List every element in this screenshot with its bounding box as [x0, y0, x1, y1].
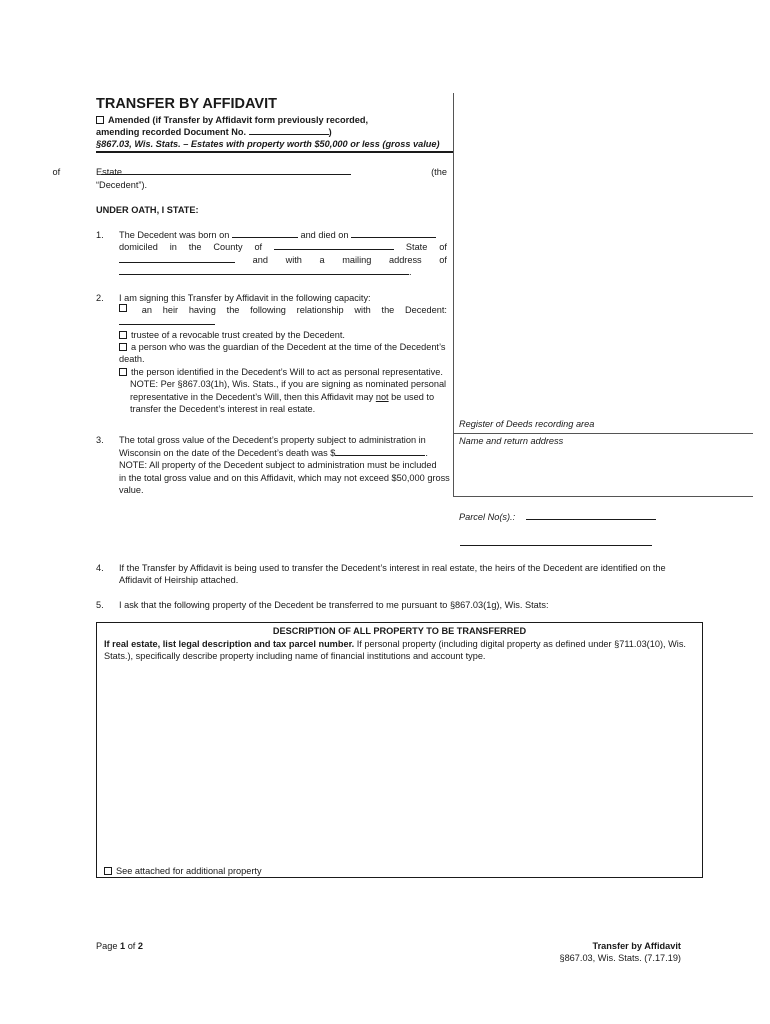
- will-note-3: transfer the Decedent’s interest in real estate.: [130, 404, 316, 414]
- item-3-note-3: value.: [119, 485, 144, 495]
- item-3-line-1: The total gross value of the Decedent’s property subject to administration in: [119, 435, 426, 445]
- item-4-number: 4.: [96, 563, 104, 573]
- return-address-bottom-rule: [453, 496, 753, 497]
- gross-value-field[interactable]: [335, 447, 425, 456]
- item-3-line-2: Wisconsin on the date of the Decedent’s death was $ .: [119, 448, 428, 458]
- see-attached-option: See attached for additional property: [104, 865, 262, 878]
- statute-subtitle: §867.03, Wis. Stats. – Estates with property worth $50,000 or less (gross value): [96, 139, 440, 149]
- heir-relationship-field-row: [119, 316, 215, 329]
- trustee-option: trustee of a revocable trust created by the Decedent.: [119, 329, 345, 342]
- property-description-field[interactable]: [103, 669, 695, 859]
- item-1-line-3: and with a mailing address of: [119, 254, 447, 267]
- item-3-note-2: in the total gross value and on this Affidavit, which may not exceed $50,000 gross: [119, 473, 450, 483]
- recording-area-divider: [453, 433, 753, 434]
- return-address-label: Name and return address: [459, 436, 564, 446]
- will-note-2: representative in the Decedent’s Will, then this Affidavit may not be used to: [130, 392, 435, 402]
- amended-document-line: amending recorded Document No. ): [96, 127, 332, 137]
- page-number: Page 1 of 2: [96, 941, 144, 951]
- parcel-number-field-1[interactable]: [526, 511, 656, 520]
- item-4-line-2: Affidavit of Heirship attached.: [119, 575, 239, 585]
- item-3-note-1: NOTE: All property of the Decedent subject to administration must be included: [119, 460, 437, 470]
- amended-checkbox[interactable]: [96, 116, 104, 124]
- guardian-checkbox[interactable]: [119, 343, 127, 351]
- property-box-heading: DESCRIPTION OF ALL PROPERTY TO BE TRANSFERRED: [272, 626, 527, 636]
- guardian-option-cont: death.: [119, 354, 145, 364]
- estate-line: Estate of (the: [52, 167, 447, 177]
- item-4-line-1: If the Transfer by Affidavit is being used to transfer the Decedent’s interest in real estate, the heirs of the Decedent are identified on the: [119, 563, 666, 573]
- property-box-instructions-2: Stats.), specifically describe property including name of financial institutions and account type.: [104, 651, 486, 662]
- document-title: TRANSFER BY AFFIDAVIT: [96, 96, 277, 112]
- see-attached-checkbox[interactable]: [104, 867, 112, 875]
- parcel-line: Parcel No(s).:: [459, 511, 656, 524]
- trustee-checkbox[interactable]: [119, 331, 127, 339]
- heir-relationship-field[interactable]: [119, 316, 215, 325]
- footer-form-name: Transfer by Affidavit: [592, 941, 681, 951]
- will-option: the person identified in the Decedent’s Will to act as personal representative.: [119, 366, 443, 379]
- footer-form-reference: §867.03, Wis. Stats. (7.17.19): [559, 953, 681, 963]
- guardian-option: a person who was the guardian of the Decedent at the time of the Decedent’s: [119, 341, 445, 354]
- item-2-number: 2.: [96, 293, 104, 303]
- heir-option: an heir having the following relationship with the Decedent:: [119, 304, 447, 317]
- amended-document-number-field[interactable]: [249, 126, 329, 135]
- return-address-field[interactable]: [459, 437, 749, 493]
- county-field[interactable]: [274, 241, 394, 250]
- item-1-number: 1.: [96, 230, 104, 240]
- heir-checkbox[interactable]: [119, 304, 127, 312]
- item-5-number: 5.: [96, 600, 104, 610]
- recording-area-border: [453, 93, 454, 497]
- mailing-address-field[interactable]: [119, 266, 409, 275]
- item-1-line-2: domiciled in the County of State of: [119, 242, 447, 252]
- item-5-line-1: I ask that the following property of the Decedent be transferred to me pursuant to §867.03(1g), Wis. Stats:: [119, 600, 549, 610]
- oath-heading: UNDER OATH, I STATE:: [96, 205, 199, 215]
- will-note-1: NOTE: Per §867.03(1h), Wis. Stats., if you are signing as nominated personal: [130, 379, 447, 389]
- item-1-line-4: .: [119, 266, 412, 279]
- property-description-box: [96, 622, 703, 878]
- item-1-line-1: The Decedent was born on and died on: [119, 229, 436, 242]
- estate-name-field[interactable]: [101, 166, 351, 175]
- recording-area-label: Register of Deeds recording area: [459, 419, 595, 429]
- state-field[interactable]: [119, 254, 235, 263]
- decedent-label: “Decedent”).: [96, 180, 148, 190]
- birth-date-field[interactable]: [232, 229, 298, 238]
- amended-line: Amended (if Transfer by Affidavit form previously recorded,: [96, 114, 368, 127]
- death-date-field[interactable]: [351, 229, 436, 238]
- item-2-intro: I am signing this Transfer by Affidavit in the following capacity:: [119, 293, 371, 303]
- will-checkbox[interactable]: [119, 368, 127, 376]
- parcel-number-field-2[interactable]: [460, 545, 652, 546]
- header-rule: [96, 151, 453, 153]
- item-3-number: 3.: [96, 435, 104, 445]
- property-box-instructions: If real estate, list legal description and tax parcel number. If personal property (including digital property as defined under §711.03(10), Wis.: [104, 638, 686, 649]
